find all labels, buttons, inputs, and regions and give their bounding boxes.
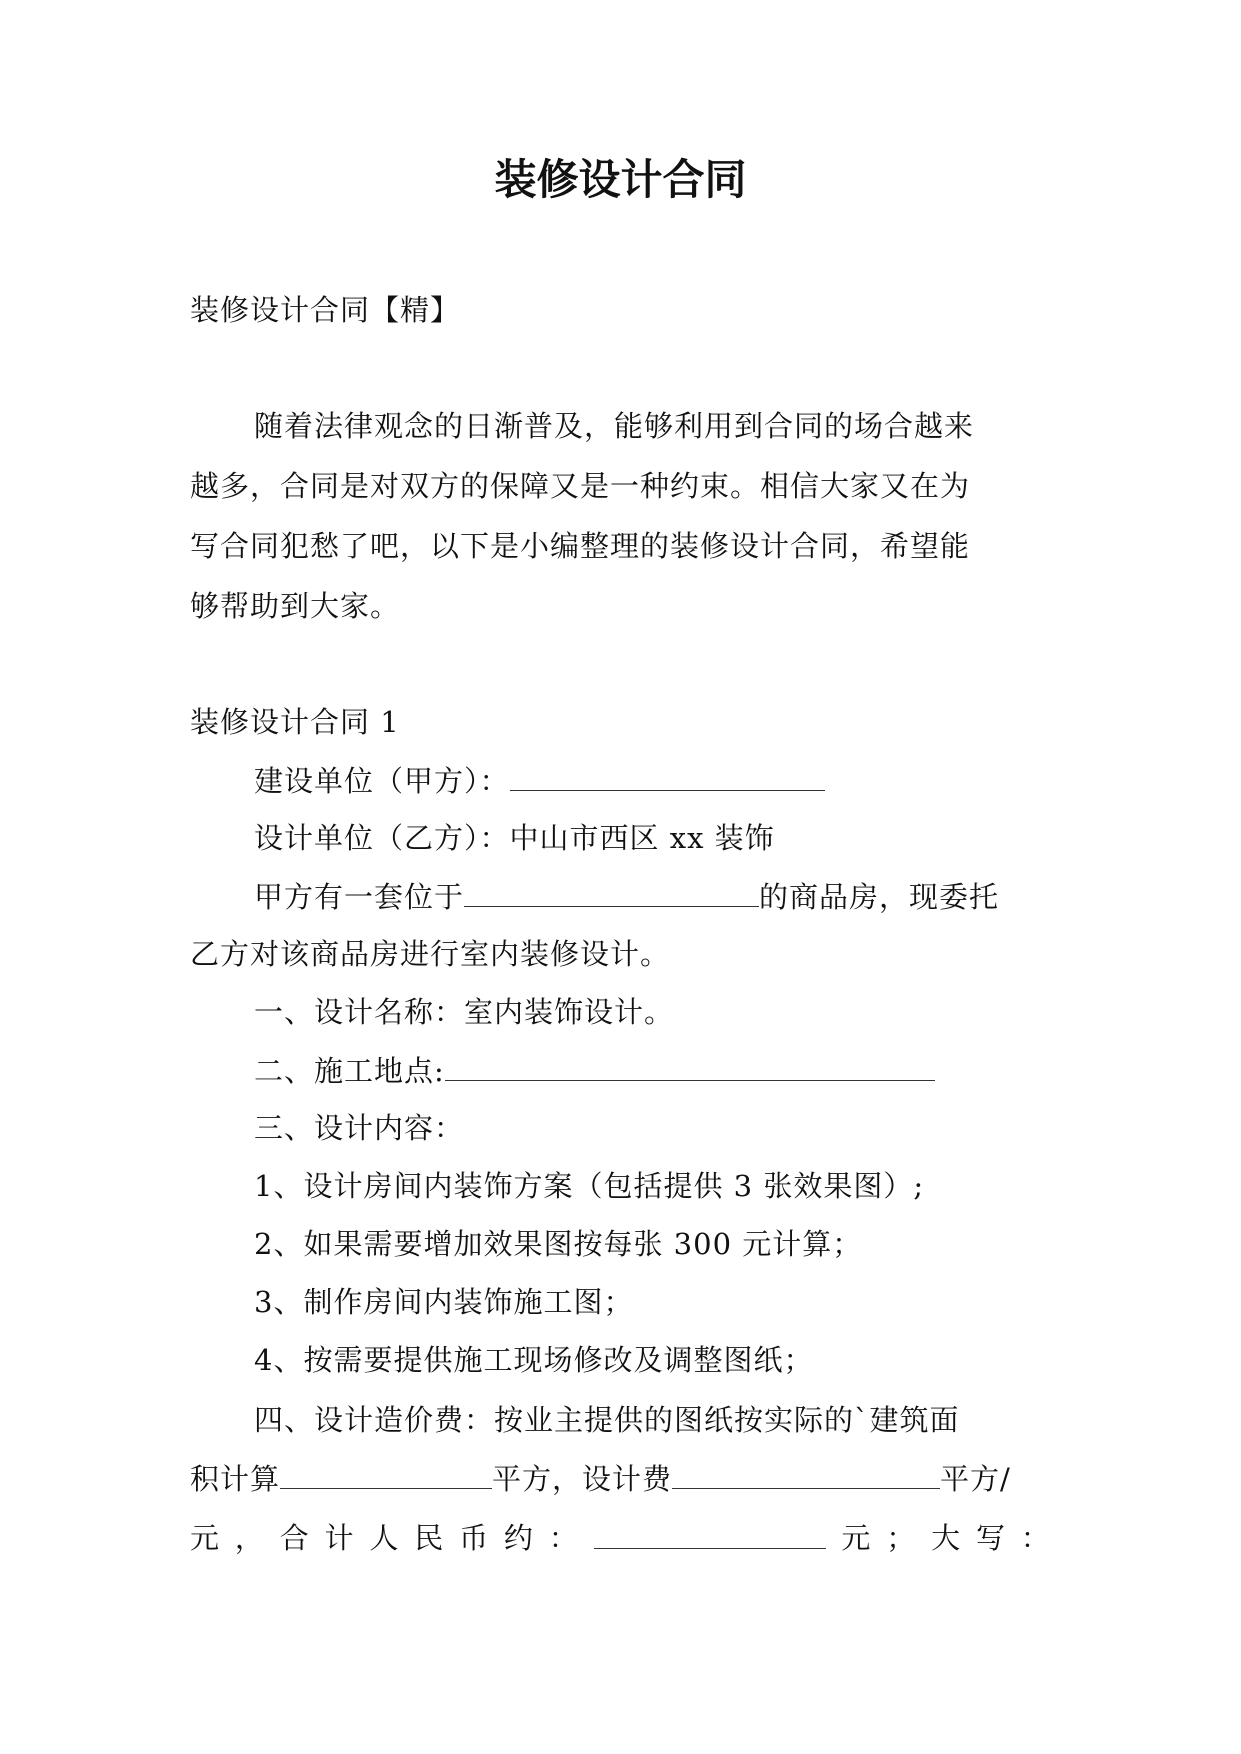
fee-total-char: 合 <box>279 1521 309 1555</box>
property-line-2: 乙方对该商品房进行室内装修设计。 <box>190 937 671 971</box>
intro-line-3: 写合同犯愁了吧，以下是小编整理的装修设计合同，希望能 <box>190 529 971 563</box>
fee-total-char: ： <box>1020 1521 1050 1555</box>
party-a-label: 建设单位（甲方）： <box>254 764 510 798</box>
fee-area-mid: 平方，设计费 <box>492 1462 673 1496</box>
fee-total-char: 元 <box>841 1521 871 1555</box>
party-a-blank <box>510 760 825 791</box>
intro-line-1: 随着法律观念的日渐普及，能够利用到合同的场合越来 <box>254 409 975 443</box>
fee-total-char: 币 <box>459 1521 489 1555</box>
fee-total-line <box>190 1518 1050 1558</box>
content-item-1: 1、设计房间内装饰方案（包括提供 3 张效果图）; <box>254 1169 925 1203</box>
item-location-line <box>254 1050 935 1091</box>
fee-total-char: 民 <box>414 1521 444 1555</box>
area-blank <box>280 1458 492 1489</box>
content-item-4: 4、按需要提供施工现场修改及调整图纸； <box>254 1343 814 1377</box>
fee-area-suffix: 平方/ <box>940 1462 1011 1496</box>
document-subtitle: 装修设计合同【精】 <box>190 293 461 327</box>
contract-heading: 装修设计合同 1 <box>190 705 400 739</box>
intro-line-4: 够帮助到大家。 <box>190 589 401 623</box>
item-design-name: 一、设计名称：室内装饰设计。 <box>254 995 675 1029</box>
fee-total-char: ： <box>548 1521 578 1555</box>
fee-total-char: 大 <box>931 1521 961 1555</box>
item-location-label: 二、施工地点: <box>254 1054 445 1088</box>
fee-total-char: 写 <box>975 1521 1005 1555</box>
fee-blank <box>672 1458 940 1489</box>
fee-area-prefix: 积计算 <box>190 1462 281 1496</box>
fee-total-char: ； <box>886 1521 916 1555</box>
fee-total-char: 计 <box>324 1521 354 1555</box>
party-a-line <box>254 760 825 801</box>
property-prefix: 甲方有一套位于 <box>254 880 465 914</box>
property-line <box>254 876 999 917</box>
total-amount-blank <box>594 1518 826 1549</box>
property-blank <box>464 876 759 907</box>
page-title: 装修设计合同 <box>494 155 747 204</box>
intro-line-2: 越多，合同是对双方的保障又是一种约束。相信大家又在为 <box>190 469 971 503</box>
fee-area-line <box>190 1458 1011 1499</box>
content-item-3: 3、制作房间内装饰施工图； <box>254 1285 634 1319</box>
item-design-content: 三、设计内容： <box>254 1111 465 1145</box>
content-item-2: 2、如果需要增加效果图按每张 300 元计算； <box>254 1227 863 1261</box>
fee-total-char: 约 <box>503 1521 533 1555</box>
party-b-line: 设计单位（乙方）：中山市西区 xx 装饰 <box>254 821 775 855</box>
fee-total-char: ， <box>234 1521 264 1555</box>
property-suffix: 的商品房，现委托 <box>759 880 1000 914</box>
fee-line-1: 四、设计造价费：按业主提供的图纸按实际的`建筑面 <box>254 1403 960 1437</box>
location-blank <box>445 1050 935 1081</box>
fee-total-char: 元 <box>190 1521 220 1555</box>
fee-total-char: 人 <box>369 1521 399 1555</box>
